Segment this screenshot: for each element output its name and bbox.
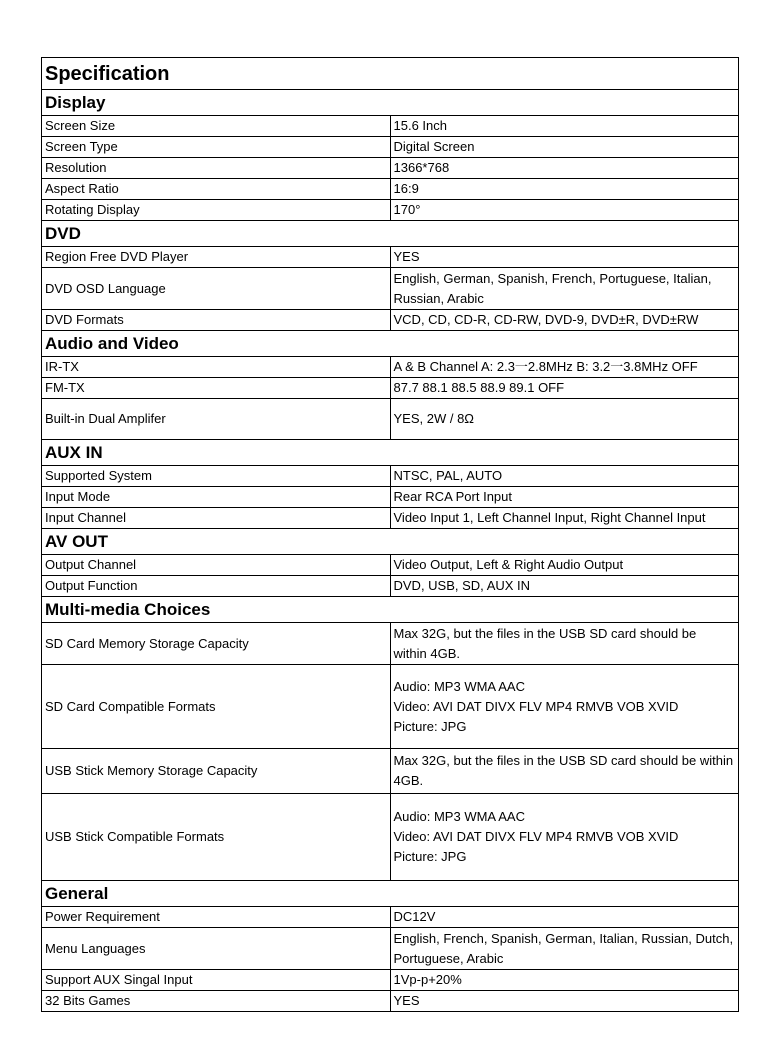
spec-row	[42, 991, 739, 1012]
section-header-row	[42, 331, 739, 357]
spec-value: Video Output, Left & Right Audio Output	[390, 555, 739, 576]
spec-value: 1366*768	[390, 158, 739, 179]
spec-value: Audio: MP3 WMA AAC Video: AVI DAT DIVX FLV MP4 RMVB VOB XVID Picture: JPG	[390, 665, 739, 749]
spec-row	[42, 116, 739, 137]
spec-value: VCD, CD, CD-R, CD-RW, DVD-9, DVD±R, DVD±RW	[390, 310, 739, 331]
spec-label: USB Stick Compatible Formats	[42, 794, 391, 881]
spec-row	[42, 158, 739, 179]
spec-value: Rear RCA Port Input	[390, 487, 739, 508]
spec-row	[42, 179, 739, 200]
spec-value: Audio: MP3 WMA AAC Video: AVI DAT DIVX FLV MP4 RMVB VOB XVID Picture: JPG	[390, 794, 739, 881]
spec-label: Screen Size	[42, 116, 391, 137]
spec-row	[42, 907, 739, 928]
spec-label: Built-in Dual Amplifer	[42, 399, 391, 440]
spec-label: Input Mode	[42, 487, 391, 508]
spec-value: 16:9	[390, 179, 739, 200]
spec-row	[42, 466, 739, 487]
spec-value: NTSC, PAL, AUTO	[390, 466, 739, 487]
spec-row	[42, 247, 739, 268]
spec-value: Max 32G, but the files in the USB SD card should be within 4GB.	[390, 749, 739, 794]
spec-label: Region Free DVD Player	[42, 247, 391, 268]
spec-label: Screen Type	[42, 137, 391, 158]
spec-value: 1Vp-p+20%	[390, 970, 739, 991]
spec-label: 32 Bits Games	[42, 991, 391, 1012]
spec-label: Supported System	[42, 466, 391, 487]
section-title: Multi-media Choices	[42, 597, 739, 623]
spec-value: DVD, USB, SD, AUX IN	[390, 576, 739, 597]
spec-row	[42, 137, 739, 158]
spec-label: SD Card Compatible Formats	[42, 665, 391, 749]
spec-value: A & B Channel A: 2.3一2.8MHz B: 3.2一3.8MHz OFF	[390, 357, 739, 378]
section-title: DVD	[42, 221, 739, 247]
spec-label: Resolution	[42, 158, 391, 179]
spec-value: 170°	[390, 200, 739, 221]
section-title: General	[42, 881, 739, 907]
spec-value: Digital Screen	[390, 137, 739, 158]
spec-label: DVD Formats	[42, 310, 391, 331]
spec-row	[42, 508, 739, 529]
spec-row	[42, 665, 739, 749]
spec-row	[42, 268, 739, 310]
spec-label: Output Channel	[42, 555, 391, 576]
spec-value: Video Input 1, Left Channel Input, Right Channel Input	[390, 508, 739, 529]
section-title: AUX IN	[42, 440, 739, 466]
spec-label: Power Requirement	[42, 907, 391, 928]
spec-label: FM-TX	[42, 378, 391, 399]
spec-label: Aspect Ratio	[42, 179, 391, 200]
spec-value: YES, 2W / 8Ω	[390, 399, 739, 440]
spec-row	[42, 794, 739, 881]
spec-label: DVD OSD Language	[42, 268, 391, 310]
spec-value: English, French, Spanish, German, Italian, Russian, Dutch, Portuguese, Arabic	[390, 928, 739, 970]
specification-body	[42, 58, 739, 1012]
spec-label: Output Function	[42, 576, 391, 597]
spec-value: 15.6 Inch	[390, 116, 739, 137]
spec-value: YES	[390, 991, 739, 1012]
spec-row	[42, 200, 739, 221]
section-header-row	[42, 529, 739, 555]
spec-row	[42, 310, 739, 331]
spec-label: SD Card Memory Storage Capacity	[42, 623, 391, 665]
specification-table	[41, 57, 739, 1012]
spec-label: IR-TX	[42, 357, 391, 378]
spec-row	[42, 357, 739, 378]
section-header-row	[42, 440, 739, 466]
spec-label: Rotating Display	[42, 200, 391, 221]
title-row	[42, 58, 739, 90]
section-header-row	[42, 221, 739, 247]
section-title: Display	[42, 90, 739, 116]
section-header-row	[42, 90, 739, 116]
spec-label: Support AUX Singal Input	[42, 970, 391, 991]
section-header-row	[42, 881, 739, 907]
spec-row	[42, 749, 739, 794]
spec-value: YES	[390, 247, 739, 268]
spec-row	[42, 928, 739, 970]
spec-value: 87.7 88.1 88.5 88.9 89.1 OFF	[390, 378, 739, 399]
spec-value: Max 32G, but the files in the USB SD card should be within 4GB.	[390, 623, 739, 665]
section-header-row	[42, 597, 739, 623]
section-title: AV OUT	[42, 529, 739, 555]
spec-label: USB Stick Memory Storage Capacity	[42, 749, 391, 794]
spec-label: Menu Languages	[42, 928, 391, 970]
spec-title: Specification	[42, 58, 739, 90]
spec-row	[42, 970, 739, 991]
spec-row	[42, 399, 739, 440]
spec-row	[42, 378, 739, 399]
spec-row	[42, 487, 739, 508]
spec-row	[42, 623, 739, 665]
spec-label: Input Channel	[42, 508, 391, 529]
spec-row	[42, 555, 739, 576]
section-title: Audio and Video	[42, 331, 739, 357]
spec-value: DC12V	[390, 907, 739, 928]
spec-row	[42, 576, 739, 597]
spec-value: English, German, Spanish, French, Portuguese, Italian, Russian, Arabic	[390, 268, 739, 310]
